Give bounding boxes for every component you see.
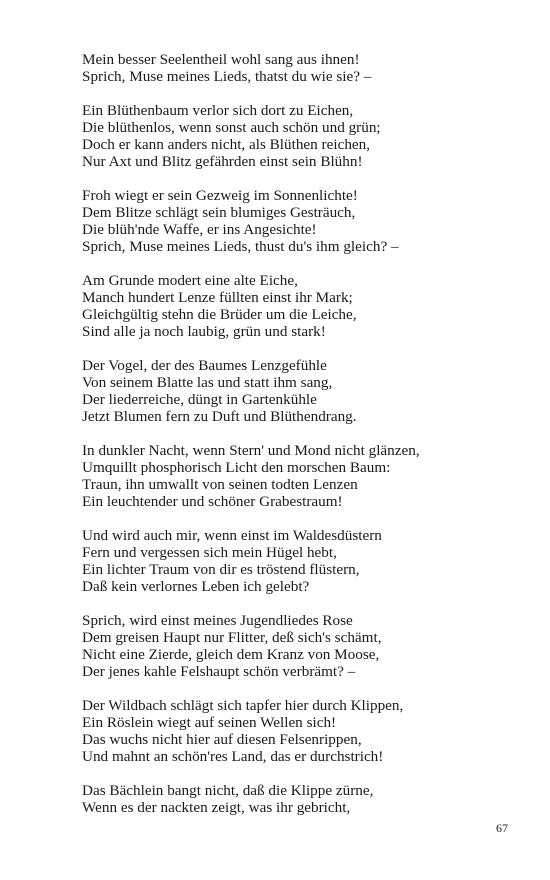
poem-line: Daß kein verlornes Leben ich gelebt? xyxy=(82,578,310,595)
poem-line: Wenn es der nackten zeigt, was ihr gebricht, xyxy=(82,799,351,816)
poem-line: Dem Blitze schlägt sein blumiges Gesträuch, xyxy=(82,204,356,221)
poem-line: Nicht eine Zierde, gleich dem Kranz von Moose, xyxy=(82,646,380,663)
stanza xyxy=(82,357,532,425)
stanza xyxy=(82,697,532,765)
poem-line: Ein leuchtender und schöner Grabestraum! xyxy=(82,493,343,510)
poem-line: Manch hundert Lenze füllten einst ihr Mark; xyxy=(82,289,353,306)
poem-line: Ein Blüthenbaum verlor sich dort zu Eichen, xyxy=(82,102,354,119)
poem-line: Gleichgültig stehn die Brüder um die Leiche, xyxy=(82,306,357,323)
poem-line: Und wird auch mir, wenn einst im Waldesdüstern xyxy=(82,527,382,544)
stanza xyxy=(82,442,532,510)
stanza xyxy=(82,51,532,85)
poem-line: Der liederreiche, düngt in Gartenkühle xyxy=(82,391,317,408)
stanza xyxy=(82,102,532,170)
poem-line: Sind alle ja noch laubig, grün und stark! xyxy=(82,323,326,340)
poem-line: Fern und vergessen sich mein Hügel hebt, xyxy=(82,544,337,561)
poem-line: Ein Röslein wiegt auf seinen Wellen sich! xyxy=(82,714,337,731)
poem-line: Das wuchs nicht hier auf diesen Felsenrippen, xyxy=(82,731,362,748)
poem-line: Von seinem Blatte las und statt ihm sang, xyxy=(82,374,333,391)
poem-line: Mein besser Seelentheil wohl sang aus ihnen! xyxy=(82,51,360,68)
poem-line: Ein lichter Traum von dir es tröstend flüstern, xyxy=(82,561,360,578)
poem-line: Dem greisen Haupt nur Flitter, deß sich's schämt, xyxy=(82,629,382,646)
poem-line: Traun, ihn umwallt von seinen todten Lenzen xyxy=(82,476,358,493)
poem-text xyxy=(82,51,532,833)
stanza xyxy=(82,782,532,816)
stanza xyxy=(82,187,532,255)
poem-line: Froh wiegt er sein Gezweig im Sonnenlichte! xyxy=(82,187,358,204)
poem-line: Der Vogel, der des Baumes Lenzgefühle xyxy=(82,357,327,374)
poem-line: Nur Axt und Blitz gefährden einst sein Blühn! xyxy=(82,153,363,170)
poem-line: Die blüh'nde Waffe, er ins Angesichte! xyxy=(82,221,317,238)
poem-line: Am Grunde modert eine alte Eiche, xyxy=(82,272,298,289)
stanza xyxy=(82,527,532,595)
poem-line: Umquillt phosphorisch Licht den morschen Baum: xyxy=(82,459,391,476)
poem-line: Jetzt Blumen fern zu Duft und Blüthendrang. xyxy=(82,408,357,425)
stanza xyxy=(82,612,532,680)
stanza xyxy=(82,272,532,340)
page-number: 67 xyxy=(496,821,508,835)
poem-line: Und mahnt an schön'res Land, das er durchstrich! xyxy=(82,748,384,765)
poem-line: Der jenes kahle Felshaupt schön verbrämt? – xyxy=(82,663,356,680)
poem-line: In dunkler Nacht, wenn Stern' und Mond nicht glänzen, xyxy=(82,442,420,459)
poem-line: Das Bächlein bangt nicht, daß die Klippe zürne, xyxy=(82,782,374,799)
poem-line: Doch er kann anders nicht, als Blüthen reichen, xyxy=(82,136,371,153)
poem-line: Die blüthenlos, wenn sonst auch schön und grün; xyxy=(82,119,381,136)
poem-line: Sprich, Muse meines Lieds, thust du's ihm gleich? – xyxy=(82,238,399,255)
poem-line: Der Wildbach schlägt sich tapfer hier durch Klippen, xyxy=(82,697,404,714)
poem-line: Sprich, Muse meines Lieds, thatst du wie sie? – xyxy=(82,68,372,85)
poem-line: Sprich, wird einst meines Jugendliedes Rose xyxy=(82,612,353,629)
